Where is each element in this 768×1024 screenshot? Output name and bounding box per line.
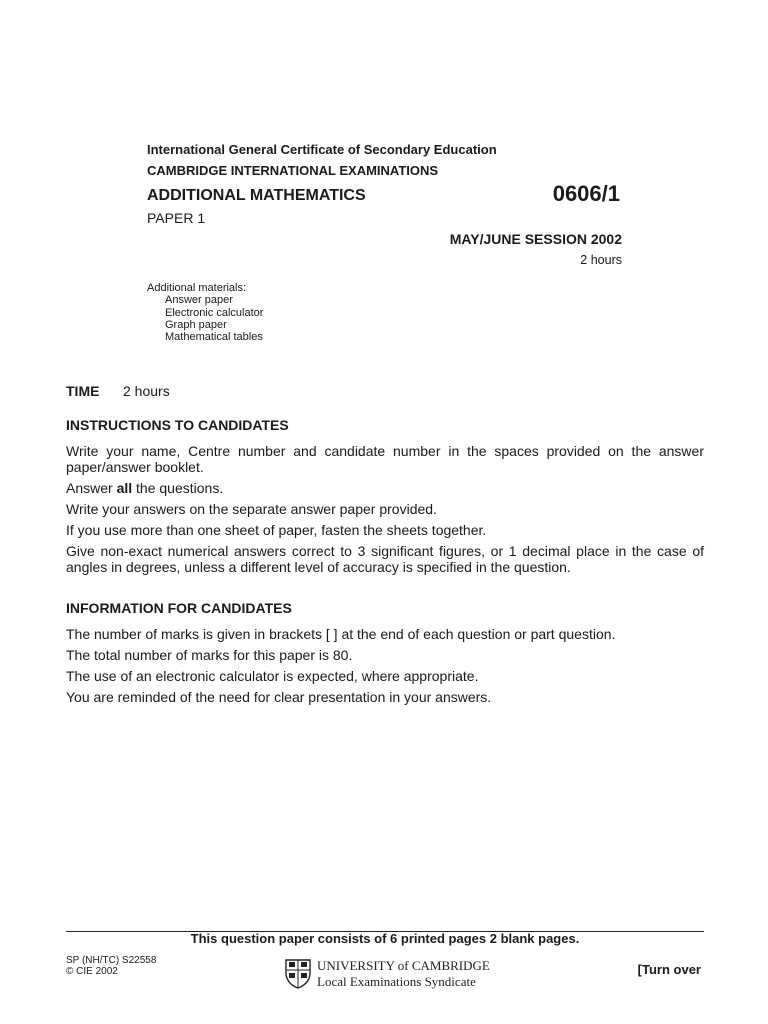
information-heading: INFORMATION FOR CANDIDATES (66, 600, 292, 616)
materials-item: Electronic calculator (165, 306, 264, 319)
instruction-paragraph: If you use more than one sheet of paper, fasten the sheets together. (66, 522, 487, 538)
certificate-title: International General Certificate of Secondary Education (147, 142, 497, 157)
materials-title: Additional materials: (147, 282, 247, 294)
ucles-logo (285, 958, 490, 990)
additional-materials (147, 282, 263, 343)
materials-item: Graph paper (165, 318, 227, 331)
page-count-note: This question paper consists of 6 printed pages 2 blank pages. (190, 931, 580, 946)
paper-code: 0606/1 (552, 181, 620, 206)
exam-session: MAY/JUNE SESSION 2002 (449, 231, 622, 247)
time-label: TIME (66, 383, 100, 399)
reference-code: SP (NH/TC) S22558 (66, 955, 157, 966)
instruction-paragraph: Answer all the questions. (66, 480, 224, 496)
subject-title: ADDITIONAL MATHEMATICS (147, 187, 366, 204)
logo-university: UNIVERSITY of CAMBRIDGE (317, 958, 490, 973)
information-line: The total number of marks for this paper is 80. (66, 647, 353, 663)
paper-reference (66, 955, 156, 977)
information-line: The use of an electronic calculator is expected, where appropriate. (66, 668, 479, 684)
information-section (66, 600, 704, 705)
instruction-paragraph: Write your answers on the separate answer paper provided. (66, 501, 437, 517)
information-line: The number of marks is given in brackets [ ] at the end of each question or part question. (66, 626, 616, 642)
instruction-paragraph: Give non-exact numerical answers correct to 3 significant figures, or 1 decimal place in the case of angles in degrees, unless a different level of accuracy is specified in the question. (66, 543, 704, 575)
materials-item: Mathematical tables (165, 331, 263, 344)
paper-number: PAPER 1 (147, 210, 206, 226)
instruction-paragraph: Write your name, Centre number and candidate number in the spaces provided on the answer paper/answer booklet. (66, 443, 704, 475)
exam-duration: 2 hours (580, 253, 622, 267)
instructions-section (66, 417, 704, 575)
logo-syndicate: Local Examinations Syndicate (317, 974, 476, 989)
emphasis-all: all (116, 480, 133, 496)
time-allowed (66, 383, 170, 399)
exam-board: CAMBRIDGE INTERNATIONAL EXAMINATIONS (147, 163, 439, 178)
crest-icon (285, 959, 311, 989)
instructions-heading: INSTRUCTIONS TO CANDIDATES (66, 417, 289, 433)
time-value: 2 hours (123, 383, 170, 399)
copyright: © CIE 2002 (66, 966, 118, 977)
information-line: You are reminded of the need for clear presentation in your answers. (66, 689, 492, 705)
turn-over-note: [Turn over (637, 962, 701, 977)
materials-item: Answer paper (165, 294, 233, 307)
